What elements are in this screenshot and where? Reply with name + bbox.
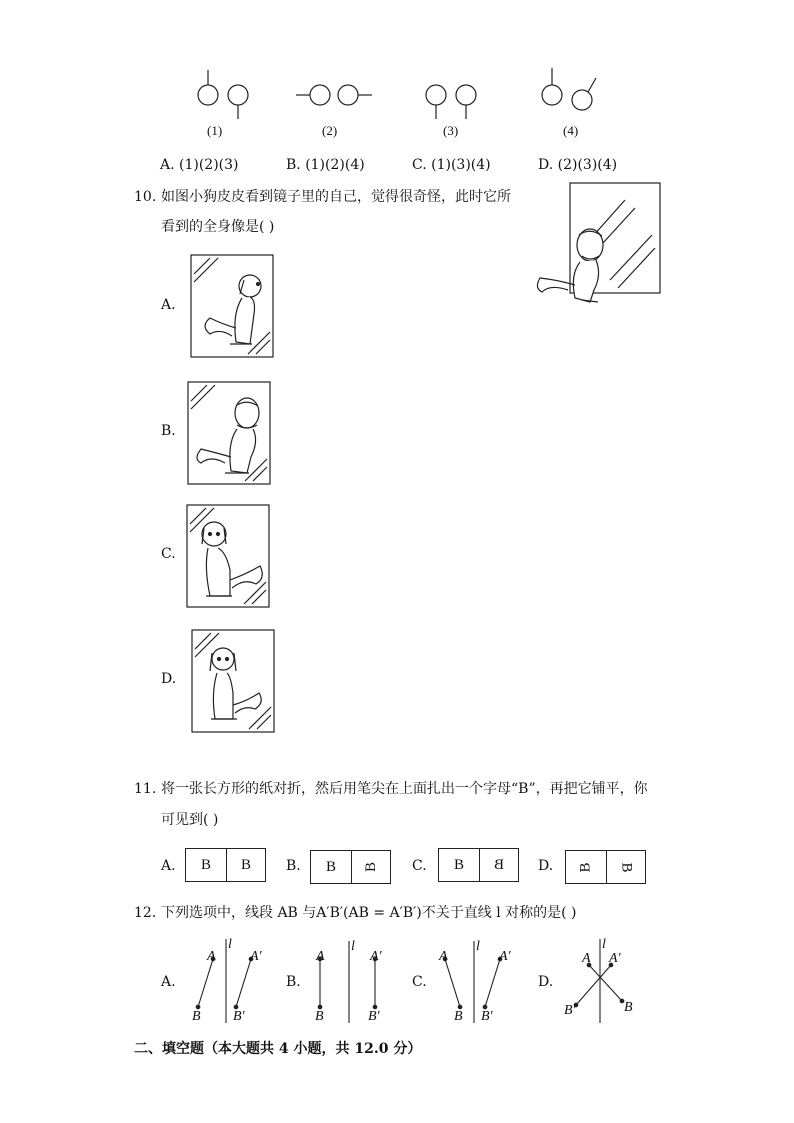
q12-figures bbox=[0, 935, 794, 1035]
q10-option-d-image[interactable] bbox=[191, 629, 275, 733]
q10-line2: 看到的全身像是( ) bbox=[161, 219, 275, 235]
q9-option-b[interactable]: B. (1)(2)(4) bbox=[286, 157, 365, 173]
fig-label-4: (4) bbox=[563, 123, 579, 138]
q9-option-c[interactable]: C. (1)(3)(4) bbox=[412, 157, 491, 173]
q12b-l: l bbox=[351, 939, 355, 954]
q12-number: 12. bbox=[134, 905, 157, 921]
q12d-A2: A′ bbox=[609, 951, 621, 966]
q11-a-left-letter: B bbox=[186, 849, 227, 881]
q11-option-b-box[interactable] bbox=[310, 850, 391, 884]
q12b-B2: B′ bbox=[368, 1009, 380, 1024]
q11-line1: 将一张长方形的纸对折，然后用笔尖在上面扎出一个字母“B”，再把它铺平，你 bbox=[161, 781, 648, 797]
fig-label-2: (2) bbox=[322, 123, 338, 138]
q10-line1: 如图小狗皮皮看到镜子里的自己，觉得很奇怪，此时它所 bbox=[161, 189, 511, 205]
q12c-A2: A′ bbox=[499, 949, 511, 964]
q11-a-right-letter: B bbox=[240, 856, 251, 873]
q9-figures bbox=[0, 50, 794, 180]
q12b-B: B bbox=[315, 1009, 324, 1024]
q11-option-b[interactable]: B. bbox=[286, 858, 301, 874]
q10-option-b[interactable]: B. bbox=[161, 423, 176, 439]
q11-option-d-box[interactable] bbox=[565, 850, 646, 884]
q12a-A: A bbox=[207, 949, 216, 964]
q12d-B: B bbox=[624, 1000, 633, 1015]
q12b-A2: A′ bbox=[370, 949, 382, 964]
q11-number: 11. bbox=[134, 781, 157, 797]
q12a-B2: B′ bbox=[233, 1009, 245, 1024]
q10-option-b-image[interactable] bbox=[187, 381, 271, 485]
q9-option-a[interactable]: A. (1)(2)(3) bbox=[160, 157, 239, 173]
q11-option-c[interactable]: C. bbox=[412, 858, 427, 874]
q12c-B2: B′ bbox=[481, 1009, 493, 1024]
q10-option-a-image[interactable] bbox=[190, 254, 274, 358]
q11-c-left-letter: B bbox=[439, 849, 480, 881]
q12-option-b[interactable]: B. bbox=[286, 974, 301, 990]
q11-line2: 可见到( ) bbox=[161, 812, 219, 828]
q10-option-c-image[interactable] bbox=[186, 504, 270, 608]
q12c-l: l bbox=[476, 939, 480, 954]
q12-option-c[interactable]: C. bbox=[412, 974, 427, 990]
q9-option-d[interactable]: D. (2)(3)(4) bbox=[538, 157, 618, 173]
q10-number: 10. bbox=[134, 189, 157, 205]
q12a-A2: A′ bbox=[250, 949, 262, 964]
q10-option-c[interactable]: C. bbox=[161, 546, 176, 562]
q12b-A: A bbox=[316, 949, 325, 964]
q11-b-left-letter: B bbox=[311, 851, 352, 883]
q10-option-a[interactable]: A. bbox=[161, 297, 176, 313]
q12-option-a[interactable]: A. bbox=[161, 974, 176, 990]
q10-reference-figure bbox=[530, 180, 670, 320]
q10-option-d[interactable]: D. bbox=[161, 671, 177, 687]
q12d-l: l bbox=[602, 937, 606, 952]
q12d-A: A bbox=[582, 951, 591, 966]
q11-option-a-box[interactable] bbox=[185, 848, 266, 882]
q12a-B: B bbox=[192, 1009, 201, 1024]
q11-option-a[interactable]: A. bbox=[161, 858, 176, 874]
q12a-l: l bbox=[228, 937, 232, 952]
fig-label-1: (1) bbox=[207, 123, 223, 138]
q12c-A: A bbox=[439, 949, 448, 964]
q12-option-d[interactable]: D. bbox=[538, 974, 554, 990]
q11-d-right-letter-rotated: B bbox=[618, 861, 635, 873]
section-2-title: 二、填空题（本大题共 4 小题，共 12.0 分） bbox=[134, 1041, 422, 1057]
q11-d-left-letter-rotated: B bbox=[566, 851, 607, 883]
q12d-B2: B′ bbox=[564, 1003, 576, 1018]
q12-line1: 下列选项中，线段 AB 与A′B′(AB = A′B′)不关于直线 l 对称的是( ) bbox=[161, 905, 577, 921]
fig-label-3: (3) bbox=[443, 123, 459, 138]
q11-b-right-letter-rotated: B bbox=[362, 862, 379, 873]
q12c-B: B bbox=[454, 1009, 463, 1024]
q11-option-d[interactable]: D. bbox=[538, 858, 554, 874]
q11-option-c-box[interactable] bbox=[438, 848, 519, 882]
q11-c-right-letter-mirrored: B bbox=[494, 856, 505, 873]
